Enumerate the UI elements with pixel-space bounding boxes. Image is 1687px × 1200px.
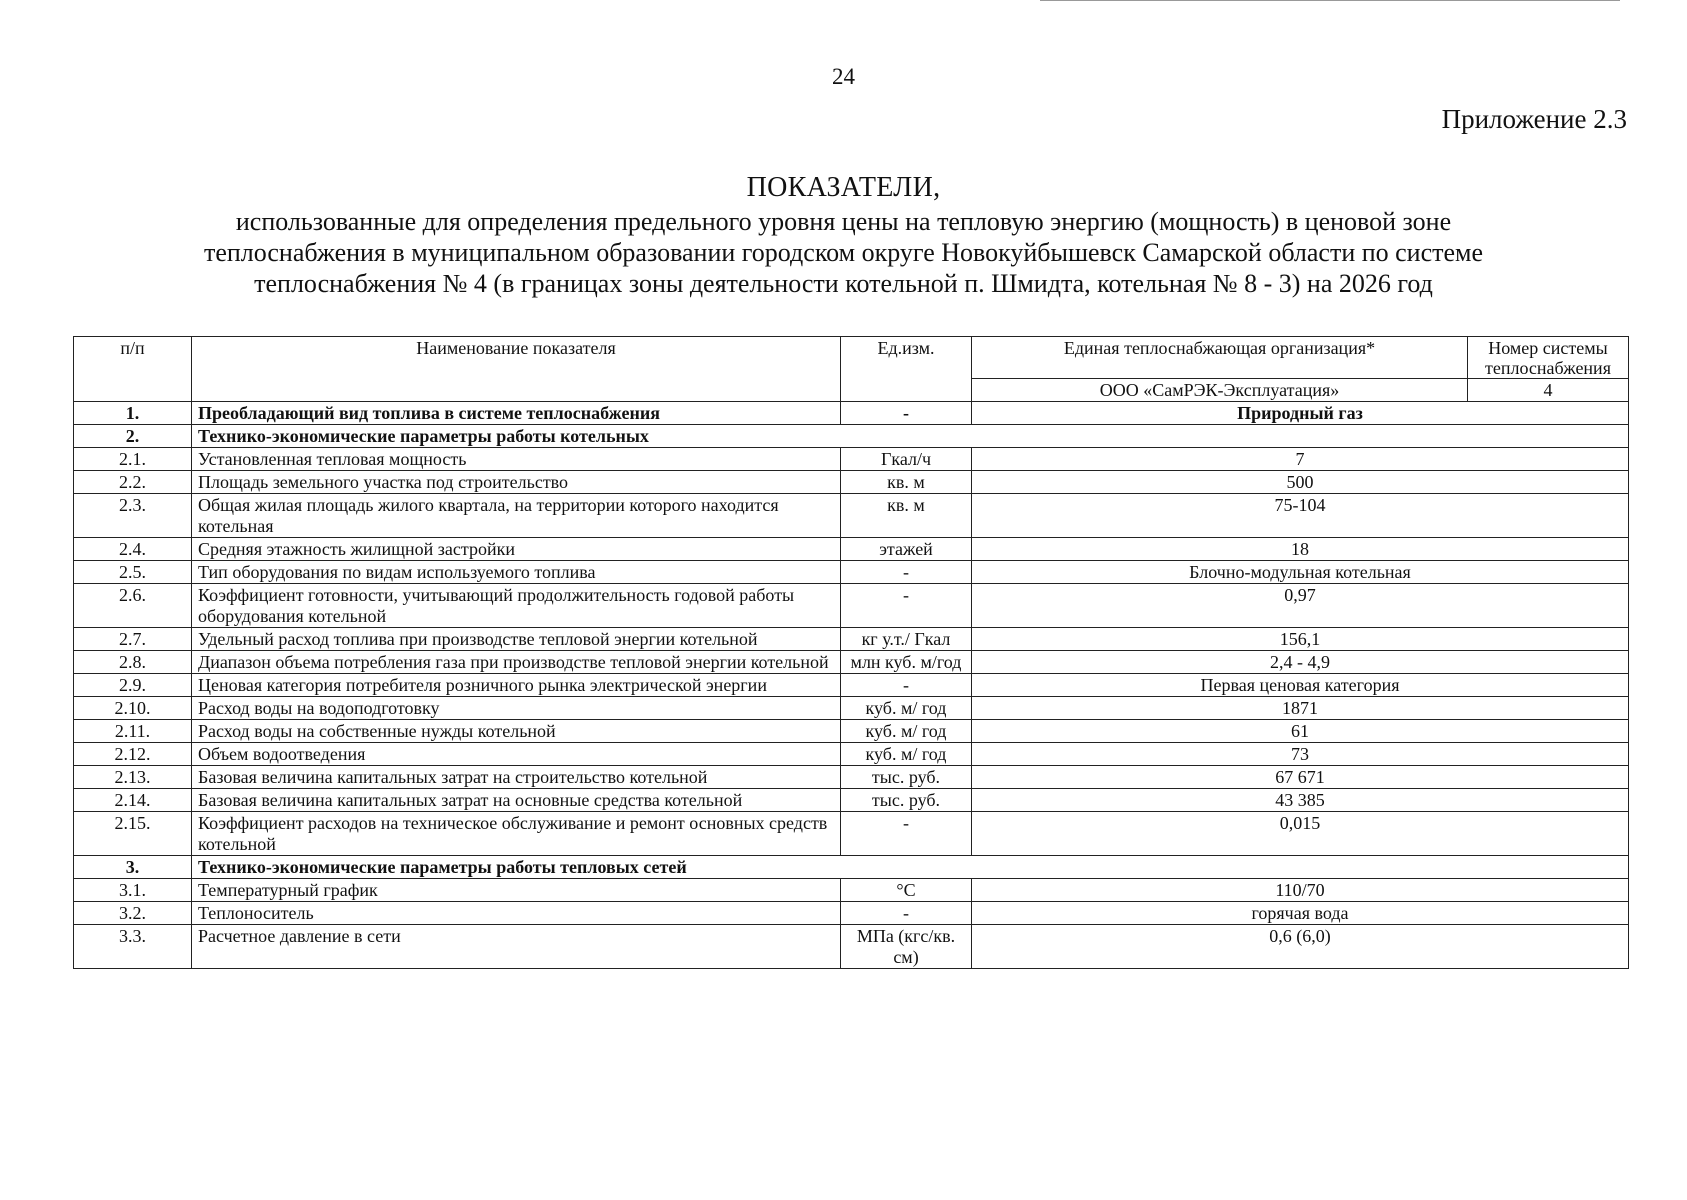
row-number: 2.10. [74,697,192,720]
unit-cell: - [841,561,972,584]
row-number: 3.1. [74,879,192,902]
table-row [74,538,1629,561]
row-number: 2.12. [74,743,192,766]
row-number: 1. [74,402,192,425]
unit-cell: МПа (кгс/кв. см) [841,925,972,969]
unit-cell: - [841,674,972,697]
appendix-label: Приложение 2.3 [1441,104,1627,134]
header-num: п/п [74,337,192,402]
value-cell: Первая ценовая категория [972,674,1629,697]
table-body [74,337,1629,969]
document-title: ПОКАЗАТЕЛИ, [746,172,941,203]
unit-cell: куб. м/ год [841,743,972,766]
value-cell: 67 671 [972,766,1629,789]
indicator-name: Коэффициент готовности, учитывающий продолжительность годовой работы оборудования котельной [192,584,841,628]
row-number: 2. [74,425,192,448]
indicator-name: Площадь земельного участка под строительство [192,471,841,494]
indicator-name: Коэффициент расходов на техническое обслуживание и ремонт основных средств котельной [192,812,841,856]
header-row [74,337,1629,379]
indicator-name: Тип оборудования по видам используемого топлива [192,561,841,584]
row-number: 2.6. [74,584,192,628]
value-cell: 156,1 [972,628,1629,651]
row-number: 3. [74,856,192,879]
section-row [74,402,1629,425]
table-row [74,471,1629,494]
unit-cell: этажей [841,538,972,561]
value-cell: 2,4 - 4,9 [972,651,1629,674]
indicator-name: Преобладающий вид топлива в системе теплоснабжения [192,402,841,425]
table-row [74,628,1629,651]
row-number: 2.15. [74,812,192,856]
unit-cell: куб. м/ год [841,697,972,720]
subtitle-line: использованные для определения предельного уровня цены на тепловую энергию (мощность) в ценовой зоне [235,207,1452,236]
unit-cell: - [841,402,972,425]
table-row [74,651,1629,674]
row-number: 2.8. [74,651,192,674]
indicator-name: Расход воды на водоподготовку [192,697,841,720]
value-cell: 0,97 [972,584,1629,628]
value-cell: Природный газ [972,402,1629,425]
value-cell: 0,015 [972,812,1629,856]
table-row [74,812,1629,856]
row-number: 2.4. [74,538,192,561]
indicator-name: Базовая величина капитальных затрат на основные средства котельной [192,789,841,812]
table-row [74,902,1629,925]
indicator-name: Ценовая категория потребителя розничного рынка электрической энергии [192,674,841,697]
section-title: Технико-экономические параметры работы тепловых сетей [192,856,1629,879]
value-cell: 0,6 (6,0) [972,925,1629,969]
scan-edge-line [1040,0,1620,1]
indicator-name: Диапазон объема потребления газа при производстве тепловой энергии котельной [192,651,841,674]
row-number: 2.1. [74,448,192,471]
indicator-name: Температурный график [192,879,841,902]
section-row [74,425,1629,448]
table-row [74,789,1629,812]
row-number: 2.13. [74,766,192,789]
row-number: 2.2. [74,471,192,494]
value-cell: 110/70 [972,879,1629,902]
value-cell: 7 [972,448,1629,471]
unit-cell: кв. м [841,471,972,494]
header-system-number: 4 [1468,379,1629,402]
subtitle-line: теплоснабжения № 4 (в границах зоны деятельности котельной п. Шмидта, котельная № 8 - 3) на 2026 год [254,269,1433,298]
unit-cell: - [841,812,972,856]
value-cell: Блочно-модульная котельная [972,561,1629,584]
row-number: 2.14. [74,789,192,812]
value-cell: 500 [972,471,1629,494]
unit-cell: млн куб. м/год [841,651,972,674]
unit-cell: Гкал/ч [841,448,972,471]
value-cell: 18 [972,538,1629,561]
value-cell: 1871 [972,697,1629,720]
unit-cell: тыс. руб. [841,766,972,789]
indicator-name: Базовая величина капитальных затрат на строительство котельной [192,766,841,789]
indicator-name: Расчетное давление в сети [192,925,841,969]
value-cell: 43 385 [972,789,1629,812]
unit-cell: тыс. руб. [841,789,972,812]
unit-cell: - [841,584,972,628]
section-row [74,856,1629,879]
header-name: Наименование показателя [192,337,841,402]
indicator-name: Объем водоотведения [192,743,841,766]
value-cell: 73 [972,743,1629,766]
value-cell: 61 [972,720,1629,743]
table-row [74,494,1629,538]
table-row [74,879,1629,902]
indicator-name: Средняя этажность жилищной застройки [192,538,841,561]
unit-cell: - [841,902,972,925]
unit-cell: кг у.т./ Гкал [841,628,972,651]
unit-cell: куб. м/ год [841,720,972,743]
header-system: Номер системы теплоснабжения [1468,337,1629,379]
page-number: 24 [832,64,855,89]
table-row [74,584,1629,628]
table-row [74,448,1629,471]
value-cell: горячая вода [972,902,1629,925]
table-row [74,674,1629,697]
unit-cell: °С [841,879,972,902]
table-row [74,925,1629,969]
section-title: Технико-экономические параметры работы котельных [192,425,1629,448]
indicators-table [73,336,1629,969]
document-subtitle [110,206,1577,299]
row-number: 3.3. [74,925,192,969]
row-number: 2.5. [74,561,192,584]
row-number: 2.7. [74,628,192,651]
unit-cell: кв. м [841,494,972,538]
table-row [74,743,1629,766]
table-row [74,561,1629,584]
row-number: 2.11. [74,720,192,743]
row-number: 3.2. [74,902,192,925]
header-org: Единая теплоснабжающая организация* [972,337,1468,379]
table-row [74,766,1629,789]
indicator-name: Общая жилая площадь жилого квартала, на территории которого находится котельная [192,494,841,538]
indicator-name: Установленная тепловая мощность [192,448,841,471]
table-row [74,720,1629,743]
table-row [74,697,1629,720]
header-org-name: ООО «СамРЭК-Эксплуатация» [972,379,1468,402]
row-number: 2.9. [74,674,192,697]
indicator-name: Удельный расход топлива при производстве тепловой энергии котельной [192,628,841,651]
value-cell: 75-104 [972,494,1629,538]
subtitle-line: теплоснабжения в муниципальном образовании городском округе Новокуйбышевск Самарской области по системе [203,238,1484,267]
header-unit: Ед.изм. [841,337,972,402]
indicator-name: Теплоноситель [192,902,841,925]
row-number: 2.3. [74,494,192,538]
indicator-name: Расход воды на собственные нужды котельной [192,720,841,743]
